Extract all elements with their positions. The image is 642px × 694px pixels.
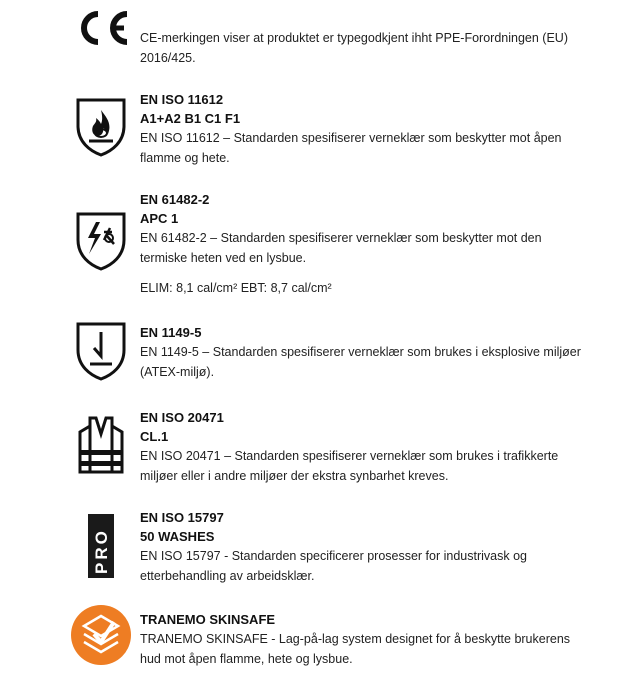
standard-description-line: hud mot åpen flamme, hete og lysbue. — [140, 652, 353, 666]
standard-description-line: EN ISO 15797 - Standarden specificerer prosesser for industrivask og — [140, 549, 527, 563]
standard-description-line: miljøer eller i andre miljøer der ekstra synbarhet kreves. — [140, 469, 449, 483]
standard-subtitle: A1+A2 B1 C1 F1 — [140, 111, 241, 126]
standard-subtitle: APC 1 — [140, 211, 179, 226]
standard-title: EN ISO 15797 — [140, 510, 224, 525]
standard-description-line: TRANEMO SKINSAFE - Lag-på-lag system designet for å beskytte brukerens — [140, 632, 571, 646]
electric-arc-shield-icon — [74, 210, 128, 272]
ce-description-line: CE-merkingen viser at produktet er typegodkjent ihht PPE-Forordningen (EU) — [140, 31, 568, 45]
ce-description-line: 2016/425. — [140, 51, 196, 65]
standard-title: EN 1149-5 — [140, 325, 202, 340]
standard-subtitle: CL.1 — [140, 429, 169, 444]
standard-subtitle: 50 WASHES — [140, 529, 215, 544]
ce-mark-icon — [72, 8, 132, 48]
pro-badge-icon — [88, 514, 114, 578]
standard-description-line: flamme og hete. — [140, 151, 230, 165]
standard-description-line: EN 61482-2 – Standarden spesifiserer verneklær som beskytter mot den — [140, 231, 542, 245]
standard-description-line: (ATEX-miljø). — [140, 365, 215, 379]
standard-description-line: EN ISO 11612 – Standarden spesifiserer verneklær som beskytter mot åpen — [140, 131, 562, 145]
standard-description-line: termiske heten ved en lysbue. — [140, 251, 307, 265]
antistatic-shield-icon — [74, 320, 128, 382]
standard-description-line: etterbehandling av arbeidsklær. — [140, 569, 315, 583]
standard-title: EN 61482-2 — [140, 192, 210, 207]
standard-description-line: EN 1149-5 – Standarden spesifiserer verneklær som brukes i eksplosive miljøer — [140, 345, 581, 359]
tranemo-skinsafe-icon — [70, 604, 132, 666]
arc-rating-values: ELIM: 8,1 cal/cm² EBT: 8,7 cal/cm² — [140, 281, 332, 295]
standard-title: EN ISO 20471 — [140, 410, 224, 425]
flame-shield-icon — [74, 96, 128, 158]
pro-badge-text: PRO — [92, 528, 111, 574]
standard-title: EN ISO 11612 — [140, 92, 224, 107]
standard-title: TRANEMO SKINSAFE — [140, 612, 276, 627]
hi-vis-vest-icon — [76, 416, 126, 474]
standard-description-line: EN ISO 20471 – Standarden spesifiserer verneklær som brukes i trafikkerte — [140, 449, 559, 463]
